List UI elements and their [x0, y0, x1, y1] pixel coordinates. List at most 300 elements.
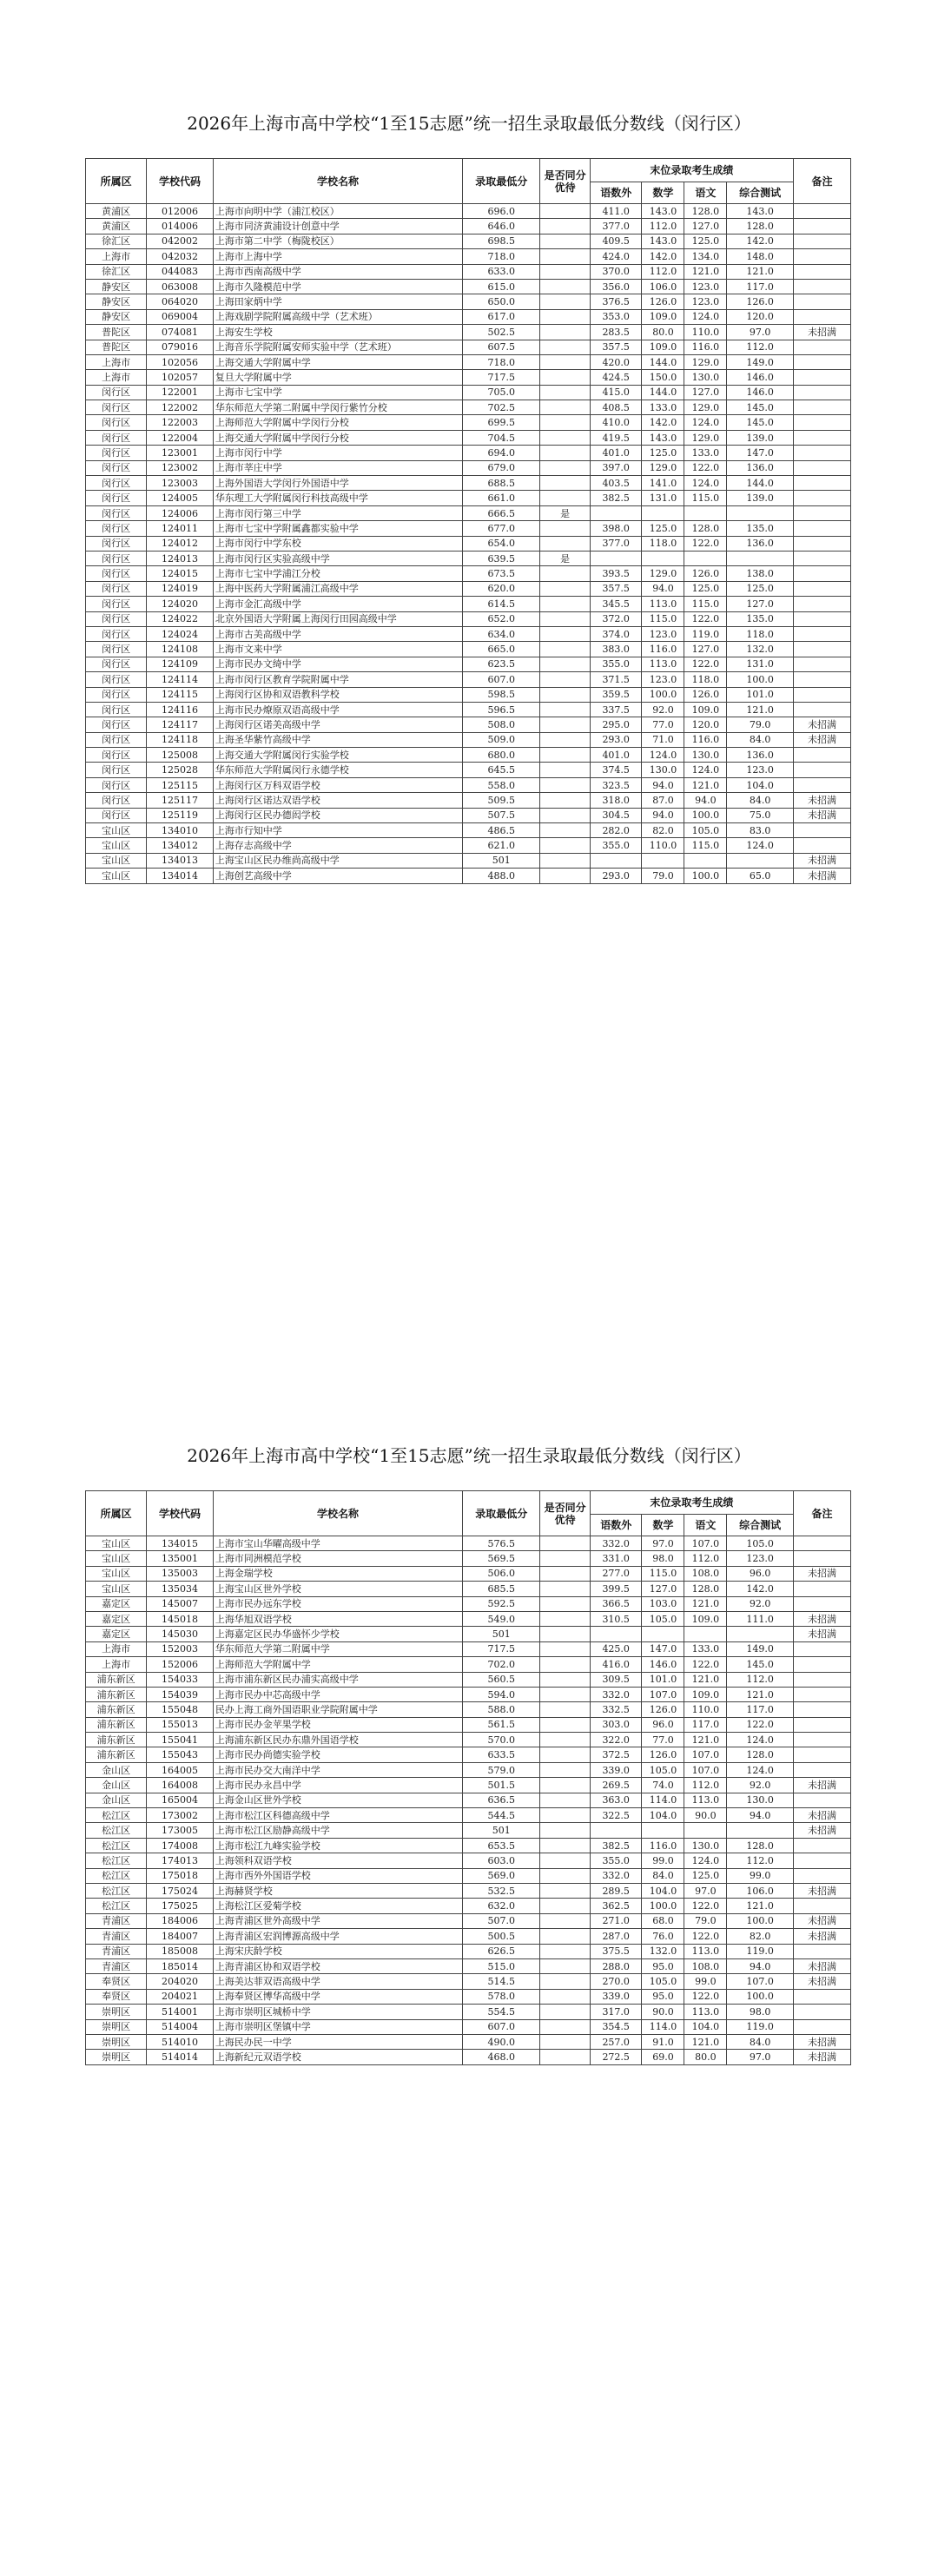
cell-comprehensive-score: 112.0 [727, 1672, 794, 1687]
cell-comprehensive-score: 65.0 [727, 869, 794, 883]
cell-chinese-score: 126.0 [684, 687, 727, 702]
cell-min-score: 500.5 [463, 1929, 540, 1944]
cell-school-name: 上海华旭双语学校 [213, 1611, 462, 1626]
table-row [86, 1611, 851, 1626]
cell-chinese-score: 127.0 [684, 219, 727, 234]
cell-same-score [540, 340, 590, 354]
cell-math-score: 126.0 [642, 294, 684, 309]
cell-min-score: 558.0 [463, 777, 540, 792]
cell-district: 崇明区 [86, 2019, 147, 2034]
cell-comprehensive-score: 132.0 [727, 642, 794, 657]
cell-chinese-score: 133.0 [684, 446, 727, 460]
table-row [86, 1717, 851, 1732]
cell-lang-ext-score: 398.0 [590, 521, 642, 536]
cell-chinese-score: 104.0 [684, 2019, 727, 2034]
cell-school-name: 上海市闵行区实验高级中学 [213, 551, 462, 565]
cell-min-score: 578.0 [463, 1989, 540, 2004]
cell-code: 124108 [147, 642, 214, 657]
cell-math-score: 71.0 [642, 732, 684, 747]
cell-lang-ext-score: 424.5 [590, 370, 642, 385]
cell-school-name: 上海市七宝中学 [213, 385, 462, 400]
cell-school-name: 上海市金汇高级中学 [213, 597, 462, 611]
cell-comprehensive-score: 124.0 [727, 1762, 794, 1777]
cell-chinese-score: 99.0 [684, 1974, 727, 1989]
cell-comprehensive-score: 106.0 [727, 1883, 794, 1898]
cell-comprehensive-score: 98.0 [727, 2005, 794, 2019]
cell-remark: 未招满 [793, 1627, 850, 1641]
cell-district: 浦东新区 [86, 1702, 147, 1717]
cell-code: 122001 [147, 385, 214, 400]
cell-min-score: 509.0 [463, 732, 540, 747]
cell-chinese-score: 115.0 [684, 597, 727, 611]
table-row [86, 763, 851, 777]
cell-chinese-score: 113.0 [684, 1944, 727, 1958]
cell-code: 124011 [147, 521, 214, 536]
cell-chinese-score: 108.0 [684, 1958, 727, 1973]
cell-code: 124024 [147, 626, 214, 641]
cell-comprehensive-score: 122.0 [727, 1717, 794, 1732]
cell-lang-ext-score: 410.0 [590, 415, 642, 430]
table-row [86, 566, 851, 581]
cell-remark [793, 823, 850, 838]
cell-comprehensive-score: 146.0 [727, 385, 794, 400]
cell-remark [793, 626, 850, 641]
table-row [86, 536, 851, 551]
cell-code: 175018 [147, 1868, 214, 1883]
cell-chinese-score: 113.0 [684, 1793, 727, 1807]
cell-code: 135001 [147, 1551, 214, 1566]
cell-math-score: 98.0 [642, 1551, 684, 1566]
cell-comprehensive-score: 107.0 [727, 1974, 794, 1989]
cell-remark [793, 460, 850, 475]
cell-comprehensive-score: 139.0 [727, 491, 794, 505]
cell-remark: 未招满 [793, 853, 850, 868]
table-row [86, 279, 851, 294]
cell-district: 闵行区 [86, 702, 147, 717]
cell-comprehensive-score: 118.0 [727, 626, 794, 641]
table-row [86, 521, 851, 536]
cell-district: 闵行区 [86, 626, 147, 641]
cell-code: 173005 [147, 1823, 214, 1838]
cell-same-score [540, 1838, 590, 1853]
cell-min-score: 718.0 [463, 249, 540, 264]
cell-math-score: 143.0 [642, 234, 684, 248]
cell-code: 154033 [147, 1672, 214, 1687]
table-row [86, 1747, 851, 1762]
cell-lang-ext-score: 403.5 [590, 476, 642, 491]
cell-same-score [540, 687, 590, 702]
cell-school-name: 上海中医药大学附属浦江高级中学 [213, 581, 462, 596]
cell-math-score: 124.0 [642, 748, 684, 763]
cell-district: 闵行区 [86, 521, 147, 536]
cell-lang-ext-score: 409.5 [590, 234, 642, 248]
cell-lang-ext-score: 293.0 [590, 732, 642, 747]
cell-district: 闵行区 [86, 748, 147, 763]
table-row [86, 385, 851, 400]
cell-comprehensive-score: 84.0 [727, 732, 794, 747]
cell-min-score: 508.0 [463, 717, 540, 732]
cell-lang-ext-score: 332.0 [590, 1868, 642, 1883]
cell-remark [793, 1733, 850, 1747]
cell-same-score [540, 1551, 590, 1566]
cell-district: 闵行区 [86, 460, 147, 475]
header-chinese: 语文 [684, 1515, 727, 1536]
cell-math-score: 68.0 [642, 1913, 684, 1928]
cell-min-score: 488.0 [463, 869, 540, 883]
cell-math-score: 87.0 [642, 793, 684, 808]
cell-code: 124013 [147, 551, 214, 565]
cell-remark [793, 566, 850, 581]
cell-min-score: 632.0 [463, 1899, 540, 1913]
table-row [86, 777, 851, 792]
cell-code: 134012 [147, 838, 214, 853]
cell-remark [793, 279, 850, 294]
table-row [86, 294, 851, 309]
cell-math-score: 101.0 [642, 1672, 684, 1687]
cell-comprehensive-score: 105.0 [727, 1536, 794, 1551]
cell-min-score: 607.0 [463, 2019, 540, 2034]
cell-district: 松江区 [86, 1868, 147, 1883]
cell-district: 嘉定区 [86, 1611, 147, 1626]
cell-lang-ext-score [590, 505, 642, 520]
page-title: 2026年上海市高中学校“1至15志愿”统一招生录取最低分数线（闵行区） [187, 1445, 751, 1466]
table-row [86, 476, 851, 491]
cell-remark [793, 415, 850, 430]
table-row [86, 430, 851, 445]
cell-school-name: 上海青浦区世外高级中学 [213, 1913, 462, 1928]
cell-math-score [642, 551, 684, 565]
cell-comprehensive-score: 136.0 [727, 748, 794, 763]
cell-comprehensive-score: 131.0 [727, 657, 794, 671]
cell-district: 闵行区 [86, 687, 147, 702]
cell-math-score [642, 1627, 684, 1641]
table-row [86, 732, 851, 747]
cell-lang-ext-score: 377.0 [590, 536, 642, 551]
table-row [86, 657, 851, 671]
cell-remark: 未招满 [793, 1883, 850, 1898]
cell-comprehensive-score: 112.0 [727, 340, 794, 354]
cell-remark: 未招满 [793, 2034, 850, 2049]
cell-math-score: 95.0 [642, 1989, 684, 2004]
cell-math-score: 106.0 [642, 279, 684, 294]
cell-math-score: 79.0 [642, 869, 684, 883]
cell-lang-ext-score: 310.5 [590, 1611, 642, 1626]
cell-school-name: 上海市上海中学 [213, 249, 462, 264]
cell-lang-ext-score: 295.0 [590, 717, 642, 732]
header-math: 数学 [642, 1515, 684, 1536]
cell-same-score [540, 536, 590, 551]
cell-school-name: 华东师范大学第二附属中学 [213, 1641, 462, 1656]
table-row [86, 1989, 851, 2004]
cell-lang-ext-score: 270.0 [590, 1974, 642, 1989]
cell-code: 124015 [147, 566, 214, 581]
cell-min-score: 594.0 [463, 1687, 540, 1701]
cell-math-score: 99.0 [642, 1853, 684, 1868]
cell-remark [793, 838, 850, 853]
table-row [86, 597, 851, 611]
cell-remark [793, 1672, 850, 1687]
cell-chinese-score [684, 1627, 727, 1641]
cell-same-score [540, 1566, 590, 1581]
cell-same-score [540, 1853, 590, 1868]
cell-comprehensive-score: 117.0 [727, 1702, 794, 1717]
cell-math-score: 126.0 [642, 1702, 684, 1717]
cell-min-score: 588.0 [463, 1702, 540, 1717]
cell-school-name: 上海闵行区万科双语学校 [213, 777, 462, 792]
cell-lang-ext-score: 401.0 [590, 748, 642, 763]
cell-math-score: 115.0 [642, 1566, 684, 1581]
cell-chinese-score: 121.0 [684, 264, 727, 279]
cell-district: 上海市 [86, 370, 147, 385]
cell-school-name: 上海市文来中学 [213, 642, 462, 657]
cell-comprehensive-score: 119.0 [727, 2019, 794, 2034]
cell-district: 普陀区 [86, 325, 147, 340]
cell-code: 164008 [147, 1778, 214, 1793]
cell-min-score: 576.5 [463, 1536, 540, 1551]
table-body [86, 204, 851, 884]
cell-chinese-score: 128.0 [684, 204, 727, 219]
cell-comprehensive-score: 97.0 [727, 325, 794, 340]
cell-school-name: 上海市行知中学 [213, 823, 462, 838]
cell-remark: 未招满 [793, 1611, 850, 1626]
cell-remark [793, 536, 850, 551]
cell-math-score: 143.0 [642, 430, 684, 445]
cell-comprehensive-score: 121.0 [727, 1687, 794, 1701]
cell-code: 124114 [147, 672, 214, 687]
cell-comprehensive-score [727, 853, 794, 868]
cell-comprehensive-score: 121.0 [727, 1899, 794, 1913]
cell-same-score [540, 717, 590, 732]
cell-code: 174013 [147, 1853, 214, 1868]
table-row [86, 1929, 851, 1944]
table-row [86, 642, 851, 657]
cell-remark [793, 505, 850, 520]
cell-lang-ext-score: 277.0 [590, 1566, 642, 1581]
cell-school-name: 上海嘉定区民办华盛怀少学校 [213, 1627, 462, 1641]
cell-remark [793, 1687, 850, 1701]
cell-chinese-score: 133.0 [684, 1641, 727, 1656]
cell-lang-ext-score: 354.5 [590, 2019, 642, 2034]
cell-comprehensive-score: 121.0 [727, 264, 794, 279]
cell-school-name: 华东师范大学第二附属中学闵行紫竹分校 [213, 400, 462, 415]
cell-school-name: 上海师范大学附属中学闵行分校 [213, 415, 462, 430]
cell-remark: 未招满 [793, 793, 850, 808]
cell-remark [793, 1899, 850, 1913]
cell-school-name: 上海市民办中芯高级中学 [213, 1687, 462, 1701]
cell-math-score: 112.0 [642, 264, 684, 279]
cell-same-score [540, 581, 590, 596]
cell-district: 闵行区 [86, 536, 147, 551]
cell-math-score: 129.0 [642, 566, 684, 581]
cell-school-name: 华东师范大学附属闵行永德学校 [213, 763, 462, 777]
cell-lang-ext-score: 393.5 [590, 566, 642, 581]
cell-lang-ext-score: 416.0 [590, 1657, 642, 1672]
cell-comprehensive-score: 146.0 [727, 370, 794, 385]
cell-remark: 未招满 [793, 732, 850, 747]
cell-math-score: 144.0 [642, 385, 684, 400]
cell-district: 闵行区 [86, 430, 147, 445]
cell-district: 松江区 [86, 1899, 147, 1913]
cell-min-score: 620.0 [463, 581, 540, 596]
cell-code: 124020 [147, 597, 214, 611]
cell-chinese-score: 110.0 [684, 1702, 727, 1717]
cell-comprehensive-score [727, 1823, 794, 1838]
table-row [86, 1838, 851, 1853]
cell-same-score [540, 642, 590, 657]
cell-remark [793, 234, 850, 248]
cell-district: 闵行区 [86, 446, 147, 460]
cell-school-name: 上海市西南高级中学 [213, 264, 462, 279]
cell-remark: 未招满 [793, 1778, 850, 1793]
cell-lang-ext-score: 357.5 [590, 340, 642, 354]
header-district: 所属区 [86, 159, 147, 204]
cell-min-score: 490.0 [463, 2034, 540, 2049]
cell-remark [793, 491, 850, 505]
cell-min-score: 569.0 [463, 1868, 540, 1883]
cell-school-name: 上海市闵行第三中学 [213, 505, 462, 520]
cell-code: 042032 [147, 249, 214, 264]
cell-min-score: 705.0 [463, 385, 540, 400]
cell-min-score: 598.5 [463, 687, 540, 702]
score-table [85, 1490, 851, 2065]
cell-same-score [540, 657, 590, 671]
cell-remark [793, 672, 850, 687]
cell-lang-ext-score: 356.0 [590, 279, 642, 294]
cell-same-score [540, 702, 590, 717]
cell-chinese-score: 100.0 [684, 869, 727, 883]
cell-math-score: 100.0 [642, 1899, 684, 1913]
cell-min-score: 617.0 [463, 309, 540, 324]
cell-chinese-score: 128.0 [684, 1582, 727, 1596]
cell-district: 宝山区 [86, 838, 147, 853]
cell-remark [793, 1793, 850, 1807]
cell-lang-ext-score: 283.5 [590, 325, 642, 340]
cell-same-score [540, 1899, 590, 1913]
cell-comprehensive-score: 101.0 [727, 687, 794, 702]
table-row [86, 1974, 851, 1989]
cell-math-score: 105.0 [642, 1974, 684, 1989]
cell-code: 135003 [147, 1566, 214, 1581]
cell-district: 金山区 [86, 1793, 147, 1807]
cell-school-name: 上海市民办远东学校 [213, 1596, 462, 1611]
cell-chinese-score: 129.0 [684, 400, 727, 415]
cell-remark [793, 748, 850, 763]
cell-code: 122003 [147, 415, 214, 430]
table-body [86, 1536, 851, 2065]
cell-math-score: 94.0 [642, 777, 684, 792]
cell-same-score [540, 823, 590, 838]
cell-remark [793, 340, 850, 354]
cell-math-score: 116.0 [642, 642, 684, 657]
cell-min-score: 468.0 [463, 2050, 540, 2064]
cell-code: 102057 [147, 370, 214, 385]
cell-same-score [540, 415, 590, 430]
cell-comprehensive-score [727, 505, 794, 520]
page-2 [0, 1442, 938, 2063]
table-row [86, 234, 851, 248]
cell-same-score [540, 672, 590, 687]
cell-chinese-score: 122.0 [684, 611, 727, 626]
cell-code: 124117 [147, 717, 214, 732]
cell-remark [793, 1657, 850, 1672]
header-district: 所属区 [86, 1491, 147, 1536]
table-row [86, 1793, 851, 1807]
cell-code: 514010 [147, 2034, 214, 2049]
cell-same-score [540, 204, 590, 219]
cell-same-score [540, 1778, 590, 1793]
cell-comprehensive-score: 100.0 [727, 1913, 794, 1928]
cell-min-score: 718.0 [463, 354, 540, 369]
header-comprehensive: 综合测试 [727, 1515, 794, 1536]
cell-school-name: 上海市闵行中学 [213, 446, 462, 460]
cell-lang-ext-score: 372.0 [590, 611, 642, 626]
cell-remark: 未招满 [793, 2050, 850, 2064]
cell-min-score: 717.5 [463, 1641, 540, 1656]
cell-lang-ext-score: 399.5 [590, 1582, 642, 1596]
cell-code: 079016 [147, 340, 214, 354]
cell-math-score: 104.0 [642, 1883, 684, 1898]
cell-min-score: 652.0 [463, 611, 540, 626]
cell-chinese-score: 134.0 [684, 249, 727, 264]
cell-min-score: 507.0 [463, 1913, 540, 1928]
table-row [86, 551, 851, 565]
cell-comprehensive-score: 104.0 [727, 777, 794, 792]
cell-lang-ext-score: 332.5 [590, 1702, 642, 1717]
cell-lang-ext-score: 366.5 [590, 1596, 642, 1611]
cell-code: 514014 [147, 2050, 214, 2064]
cell-math-score [642, 505, 684, 520]
cell-chinese-score: 122.0 [684, 536, 727, 551]
cell-chinese-score: 122.0 [684, 1989, 727, 2004]
cell-district: 宝山区 [86, 1582, 147, 1596]
cell-district: 闵行区 [86, 400, 147, 415]
cell-same-score [540, 1627, 590, 1641]
cell-math-score: 114.0 [642, 2019, 684, 2034]
table-row [86, 1733, 851, 1747]
cell-chinese-score: 107.0 [684, 1762, 727, 1777]
table-row [86, 1536, 851, 1551]
cell-code: 134013 [147, 853, 214, 868]
cell-math-score: 142.0 [642, 249, 684, 264]
cell-lang-ext-score: 288.0 [590, 1958, 642, 1973]
cell-district: 青浦区 [86, 1913, 147, 1928]
cell-remark [793, 581, 850, 596]
cell-code: 184006 [147, 1913, 214, 1928]
cell-lang-ext-score: 382.5 [590, 491, 642, 505]
table-row [86, 853, 851, 868]
cell-chinese-score [684, 551, 727, 565]
cell-math-score: 129.0 [642, 460, 684, 475]
cell-school-name: 上海田家炳中学 [213, 294, 462, 309]
table-row [86, 702, 851, 717]
cell-min-score: 544.5 [463, 1808, 540, 1823]
cell-lang-ext-score: 419.5 [590, 430, 642, 445]
cell-chinese-score: 105.0 [684, 823, 727, 838]
cell-code: 155048 [147, 1702, 214, 1717]
cell-comprehensive-score: 112.0 [727, 1853, 794, 1868]
cell-comprehensive-score: 149.0 [727, 354, 794, 369]
cell-lang-ext-score [590, 1627, 642, 1641]
cell-chinese-score: 124.0 [684, 763, 727, 777]
cell-code: 063008 [147, 279, 214, 294]
cell-code: 124012 [147, 536, 214, 551]
cell-school-name: 上海外国语大学闵行外国语中学 [213, 476, 462, 491]
cell-min-score: 633.0 [463, 264, 540, 279]
cell-remark [793, 400, 850, 415]
cell-same-score [540, 1747, 590, 1762]
cell-district: 黄浦区 [86, 219, 147, 234]
cell-school-name: 上海新纪元双语学校 [213, 2050, 462, 2064]
